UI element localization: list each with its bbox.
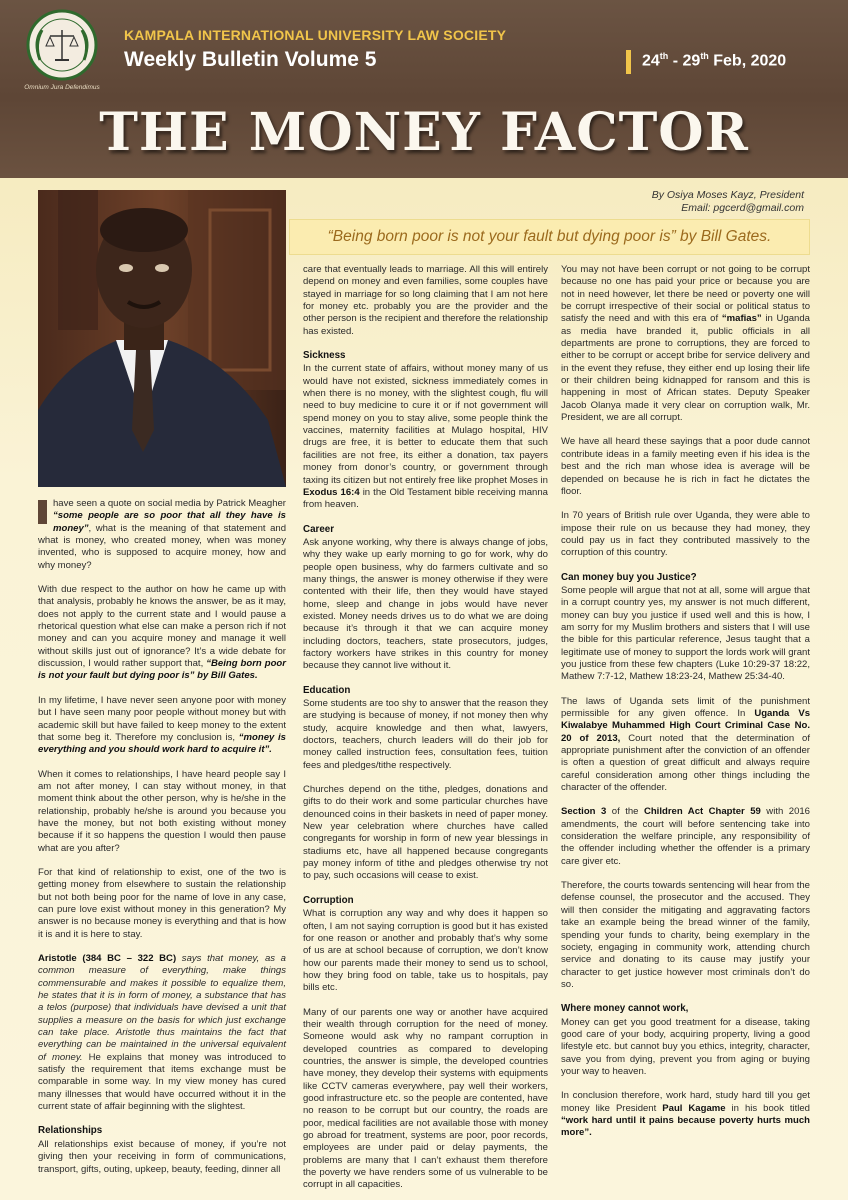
paragraph: In 70 years of British rule over Uganda, they were able to impose their rule on us because they had money, they could pay us in fact they contributed massively to the corruption of this country. (561, 510, 810, 559)
logo-motto: Omnium Jura Defendimus (24, 84, 100, 91)
author-name: By Osiya Moses Kayz, President (651, 189, 804, 201)
author-photo (38, 190, 286, 487)
paragraph: In conclusion therefore, work hard, study hard till you get money like President Paul Kagame in his book titled “work hard until it pains because poverty hurts much more”. (561, 1090, 810, 1139)
paragraph: In my lifetime, I have never seen anyone poor with money but I have seen many poor people without money but with academic skill but have failed to keep money to the extent that some beg it. Therefore my conclusion is, “money is everything and you should work hard to acquire it”. (38, 694, 286, 756)
pull-quote-banner (289, 219, 810, 255)
law-society-logo (22, 8, 102, 82)
paragraph: Section 3 of the Children Act Chapter 59 with 2016 amendments, the court will before sentencing take into consideration the welfare principle, any responsibility of the offender including whether the offender is a primary care giver etc. (561, 806, 810, 867)
pull-quote: “Being born poor is not your fault but dying poor is” by Bill Gates. (327, 228, 772, 245)
paragraph: What is corruption any way and why does it happen so often, I am not saying corruption is good but it has existed for one reason or another and probably that’s why some of us are at school because of corruption, we don’t know how our parents made their money to send us to school, how they bring food on table, take us to hospitals, pay bills etc. (303, 908, 548, 994)
paragraph: Therefore, the courts towards sentencing will hear from the defense counsel, the prosecutor and the accused. They will then consider the mitigating and aggravating factors take an example being the bread winner of the family, spending your funds to charity, being exemplary in the society, engaging in community work, attending church service and donating to its cause may justify your character to get justice however most criminals don’t do so. (561, 880, 810, 990)
section-heading: Relationships (38, 1125, 103, 1137)
paragraph: We have all heard these sayings that a poor dude cannot contribute ideas in a family meeting even if his idea is the best and the rich man whose idea is average will be depended on because he is rich in fact he dictates the floor. (561, 436, 810, 497)
bulletin-date: 24th - 29th Feb, 2020 (642, 51, 787, 70)
byline (652, 189, 804, 215)
society-name: KAMPALA INTERNATIONAL UNIVERSITY LAW SOCIETY (124, 27, 507, 43)
paragraph: Churches depend on the tithe, pledges, donations and gifts to do their work and some particular churches have denounced coins in their baskets in need of paper money. New year celebration where churches have called congregants for worship in form of new year blessings in stadiums etc, have all happened because congregants pay money inform of tithe and pledges otherwise try not to pay, such occasions will cease to exist. (303, 784, 548, 882)
paragraph: have seen a quote on social media by Patrick Meagher “some people are so poor that all they have is money”, what is the meaning of that statement and what is money, who created money, when was money invented, who is supposed to acquire money, how and why money? (38, 498, 286, 571)
paragraph: care that eventually leads to marriage. All this will entirely depend on money and even families, some couples have stayed in marriage for so long claiming that I am not here for money etc. probably you are the provider and the other person is the recipient and therefore the relationship has existed. (303, 264, 548, 337)
paragraph: Some people will argue that not at all, some will argue that in a corrupt country yes, my answer is not much different, money can buy you justice if used well and this is how, I am sorry for my Muslim brothers and sisters that I will use the bible for this particular reference, Jesus taught that a legitimate use of money to support the lords work will grant you justice from these few chapters (Luke 10:29-37 18:22, Mathew 7:7-12, Mathew 18:23-24, Mathew 25:34-40. (561, 584, 810, 683)
author-email: Email: pgcerd@gmail.com (681, 202, 804, 214)
paragraph: Ask anyone working, why there is always change of jobs, why they wake up early morning to go for work, why do people open business, why do farmers cultivate and so many things, the answer is money otherwise if they were contented with their life, then they would have stayed home, sleep and change in jobs would have never existed. Money needs drives us to do what we are doing because it’s through it that we can acquire money including doctors, teachers, state prosecutors, judges, factory workers have strikes in this country for money because they cannot live without it. (303, 536, 548, 672)
article-title: THE MONEY FACTOR (99, 102, 749, 163)
section-heading: Can money buy you Justice? (561, 571, 697, 583)
paragraph: When it comes to relationships, I have heard people say I am not after money, I can stay without money, in that moment think about the other person, why is he/she in the relationship, probably he/she is around you because you have the money, but not both existing without money because if it so happens the question I would then pause what are you after? (38, 768, 286, 854)
section-heading: Corruption (303, 894, 354, 906)
header-banner (0, 0, 848, 178)
article-column-3 (561, 264, 810, 1152)
paragraph: Aristotle (384 BC – 322 BC) says that money, as a common measure of everything, make things commensurable and makes it possible to equalize them, he states that it is in form of money, a substance that has a telos (purpose) that individuals have devised a unit that supplies a measure on the basis for which just exchange can take place. Aristotle thus maintains the fact that everything can be maintained in the universal equivalent of money. He explains that money was introduced to satisfy the requirement that items exchange must be comparable in some way. In my view money has cured many illnesses that would have occurred without it in the current state of affair beginning with the slightest. (38, 953, 286, 1113)
paragraph: All relationships exist because of money, if you’re not giving then your receiving in form of communications, transport, gifts, outing, upkeep, beauty, feeding, dinner all (38, 1138, 286, 1175)
paragraph: With due respect to the author on how he came up with that analysis, probably he knows the answer, be as it may, does not apply to the current state and I would pause a rhetorical question what else can make a person rich if not money and can you acquire money and manage it well without skills just out of ignorance? It’s a wide debate for discussion, I would rather support that, “Being born poor is not your fault but dying poor is” by Bill Gates. (38, 584, 286, 682)
date-accent-bar (626, 50, 631, 74)
paragraph: Some students are too shy to answer that the reason they are studying is because of money, if not money then why study, acquire knowledge and then what, lawyers, doctors, teachers, church leaders will do their job for money called instruction fees, consultation fees, tuition fees and pledges/tithe respectively. (303, 698, 548, 771)
paragraph: Many of our parents one way or another have acquired their wealth through corruption for the need of money. Someone would ask why no rampant corruption in developed countries as compared to developing countries, the answer is simple, the developed countries have money, they develop their systems with equipments like CCTV cameras everywhere, pay well their workers, good infrastructure etc. so the people are contented, have no reason to be corrupt but our country, the roads are poor, medical facilities are not available those with money go abroad for treatment, systems are poor, poor records, employees are under paid or delay payments, the problems are many that I can’t exhaust them therefore the poverty we have renders some of us vulnerable to be corrupt in all capacities. (303, 1006, 548, 1191)
paragraph: For that kind of relationship to exist, one of the two is getting money from elsewhere to sustain the relationship but not both being poor for the name of love in any case, can pure love exist without money in this generation? My answer is no because money is everything and that is how it is and it is here to stay. (38, 866, 286, 940)
section-heading: Where money cannot work, (561, 1003, 689, 1015)
paragraph: The laws of Uganda sets limit of the punishment permissible for any given offence. In Uganda Vs Kiwalabye Muhammed High Court Criminal Case No. 20 of 2013, Court noted that the determination of appropriate punishment after the conviction of an offender is often a question of great difficult and always require careful consideration among other things including the character of the offender. (561, 695, 811, 794)
bulletin-volume: Weekly Bulletin Volume 5 (124, 48, 377, 71)
paragraph: You may not have been corrupt or not going to be corrupt because no one has paid your price or because you are not in need however, let there be need or poverty one will be corrupt irrespective of their social or political status to satisfy the need and with this era of “mafias” in Uganda as media have branded it, public officials in all departments are prone to corruptions, they are forced to either to be corrupt or accept bribe for service delivery and in the event they refuse, they either end up losing their life or their children being kidnapped for ransom and this is happening in most of African states. Deputy Speaker Jacob Olanya made it very clear on corruption walk, Mr. President, we are all corrupt. (561, 264, 810, 424)
article-column-2 (303, 264, 548, 1200)
article-column-1 (38, 498, 286, 1188)
paragraph: In the current state of affairs, without money many of us would have not existed, sickness immediately comes in when there is no money, with the slightest cough, flu will need to buy medicine to cure it or if not government will spend money on you to stay alive, some people think the vaccines, maternity facilities at Mulago hospital, HIV drugs are free, it is better to educate them that such facilities are not free, its either a donation, tax payers money from donor’s country, or government through taxing its citizen but not entirely free like prophet Moses in Exodus 16:4 in the Old Testament bible receiving manna from heaven. (303, 363, 548, 511)
drop-cap-bar (38, 500, 47, 524)
section-heading: Career (303, 523, 335, 535)
section-heading: Sickness (303, 350, 346, 362)
section-heading: Education (303, 684, 351, 696)
paragraph: Money can get you good treatment for a disease, taking good care of your body, acquiring property, living a good lifestyle etc. but cannot buy you ethics, integrity, character, save you from dying, prevent you from aging or buying your way to heaven. (561, 1016, 810, 1077)
